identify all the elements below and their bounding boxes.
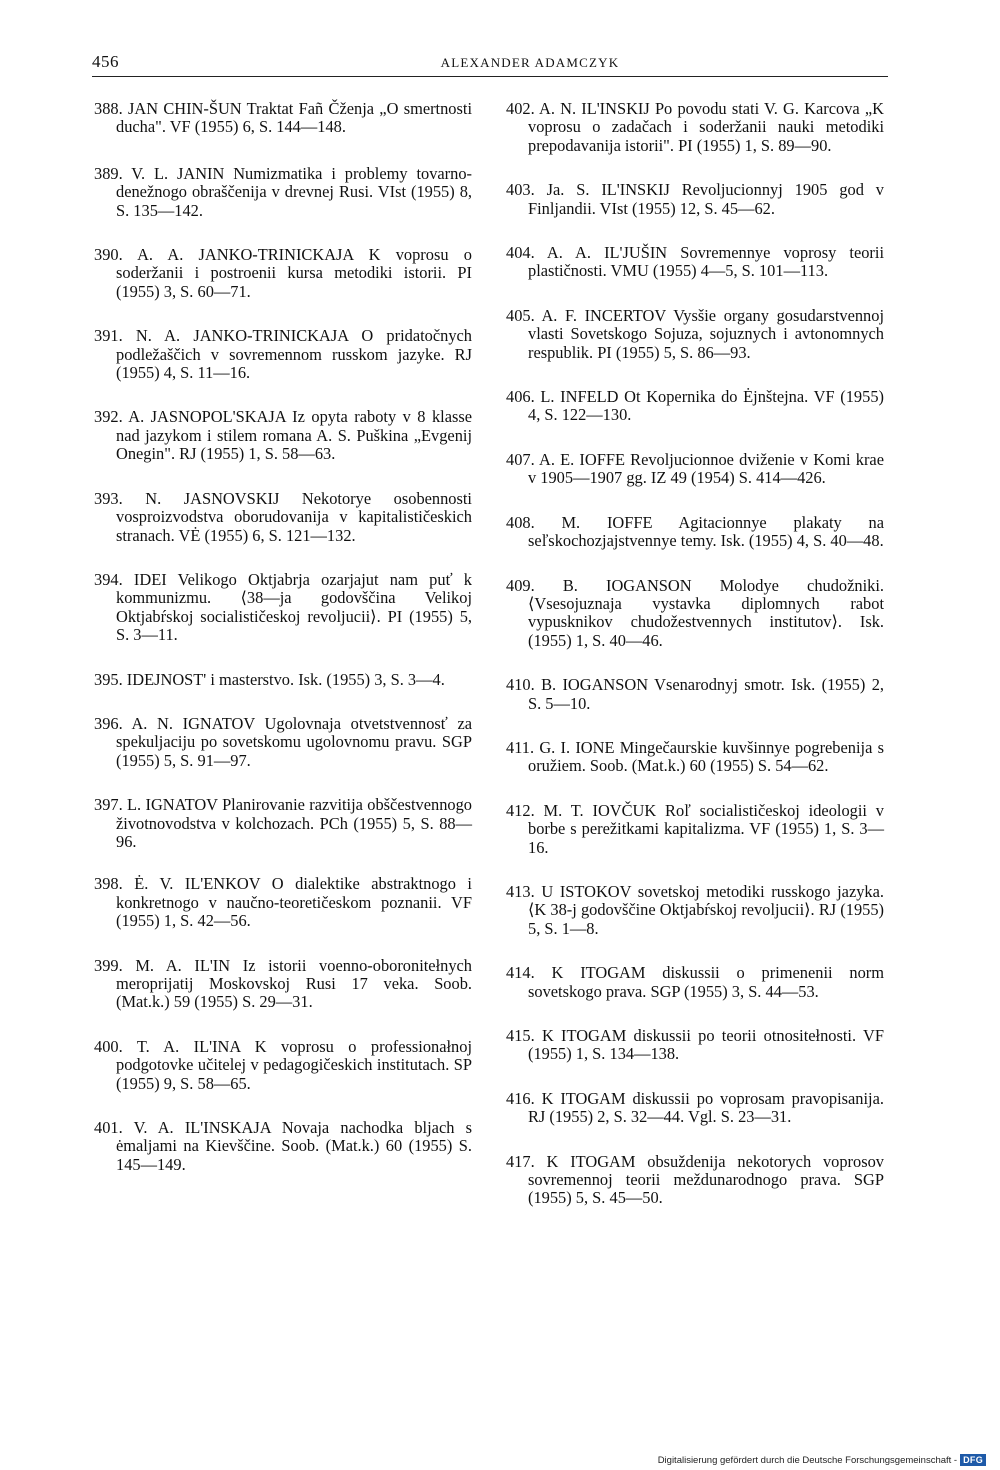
entry-number: 391.: [94, 326, 123, 346]
entry-text: M. IOFFE Agitacionnye plakaty na seľskochozjajstvennye temy. Isk. (1955) 4, S. 40—48.: [528, 512, 884, 551]
entry-number: 397.: [94, 795, 123, 815]
bibliography-entry: [94, 490, 472, 545]
entry-number: 413.: [506, 881, 535, 901]
entry-number: 401.: [94, 1118, 123, 1138]
entry-text: M. T. IOVČUK Roľ socialističeskoj ideologii v borbe s perežitkami kapitalizma. VF (1955) 1, S. 3—16.: [528, 800, 884, 857]
bibliography-entry: [506, 1027, 884, 1064]
bibliography-entry: [94, 165, 472, 220]
entry-text: K ITOGAM obsuždenija nekotorych voprosov sovremennoj teorii meždunarodnogo prava. SGP (1955) 5, S. 45—50.: [528, 1151, 884, 1208]
entry-number: 398.: [94, 874, 123, 894]
left-column: [94, 100, 472, 1174]
entry-number: 399.: [94, 955, 123, 975]
entry-number: 388.: [94, 99, 123, 118]
entry-text: B. IOGANSON Vsenarodnyj smotr. Isk. (1955) 2, S. 5—10.: [528, 675, 884, 713]
entry-number: 390.: [94, 245, 123, 265]
entry-number: 395.: [94, 669, 123, 689]
entry-text: Ja. S. IL'INSKIJ Revoljucionnyj 1905 god v Finljandii. VIst (1955) 12, S. 45—62.: [528, 180, 884, 218]
right-column: [506, 100, 884, 1208]
entry-text: L. IGNATOV Planirovanie razvitija obščestvennogo životnovodstva v kolchozach. PCh (1955) 5, S. 88—96.: [116, 795, 472, 851]
entry-text: K ITOGAM diskussii po teorii otnositełnosti. VF (1955) 1, S. 134—138.: [528, 1026, 884, 1064]
bibliography-entry: [506, 451, 884, 488]
entry-text: A. N. IGNATOV Ugolovnaja otvetstvennosť za spekuljaciju po sovetskomu ugolovnomu pravu. SGP (1955) 5, S. 91—97.: [116, 713, 473, 770]
entry-text: V. L. JANIN Numizmatika i problemy tovarno-denežnogo obraščenija v drevnej Rusi. VIst (1955) 8, S. 135—142.: [116, 163, 472, 220]
entry-text: N. JASNOVSKIJ Nekotorye osobennosti vosproizvodstva oborudovanija v kapitalističeskich stranach. VĖ (1955) 6, S. 121—132.: [116, 488, 472, 545]
bibliography-entry: [506, 802, 884, 857]
entry-number: 400.: [94, 1036, 123, 1056]
footer-credit: Digitalisierung gefördert durch die Deutsche Forschungsgemeinschaft -: [657, 1454, 958, 1466]
entry-text: A. A. IL'JUŠIN Sovremennye voprosy teorii plastičnosti. VMU (1955) 4—5, S. 101—113.: [528, 243, 885, 281]
bibliography-entry: [506, 388, 884, 425]
dfg-logo: DFG: [960, 1454, 986, 1466]
bibliography-entry: [94, 408, 472, 463]
entry-text: Ė. V. IL'ENKOV O dialektike abstraktnogo i konkretnogo v naučno-teoretičeskom poznanii. VF (1955) 1, S. 42—56.: [116, 874, 472, 931]
entry-text: JAN CHIN-ŠUN Traktat Fañ Čženja „O smertnosti ducha". VF (1955) 6, S. 144—148.: [116, 99, 472, 137]
entry-number: 405.: [506, 305, 535, 325]
entry-number: 415.: [506, 1026, 535, 1045]
entry-number: 417.: [506, 1151, 535, 1171]
entry-text: A. N. IL'INSKIJ Po povodu stati V. G. Karcova „K voprosu o zadačach i soderžanii nauki metodiki prepodavanija istorii". PI (1955) 1, S. 89—90.: [528, 99, 884, 155]
bibliography-entry: [94, 671, 472, 689]
entry-number: 389.: [94, 163, 123, 183]
bibliography-entry: [94, 715, 472, 770]
entry-text: L. INFELD Ot Kopernika do Ėjnštejna. VF (1955) 4, S. 122—130.: [528, 387, 884, 425]
entry-text: M. A. IL'IN Iz istorii voenno-oboronitełnych meroprijatij Moskovskoj Rusi 17 veka. Soob. (Mat.k.) 59 (1955) S. 29—31.: [116, 955, 472, 1012]
running-head: ALEXANDER ADAMCZYK: [440, 55, 620, 70]
entry-number: 406.: [506, 387, 535, 407]
page-header: [92, 52, 888, 77]
entry-number: 416.: [506, 1088, 535, 1108]
entry-number: 392.: [94, 407, 123, 427]
entry-number: 410.: [506, 675, 535, 695]
entry-text: B. IOGANSON Molodye chudožniki. ⟨Vsesojuznaja vystavka diplomnych rabot vypusknikov chudožestvennych institutov⟩. Isk. (1955) 1, S. 40—46.: [528, 575, 884, 650]
bibliography-entry: [506, 514, 884, 551]
entry-text: T. A. IL'INA K voprosu o professionałnoj podgotovke učitelej v pedagogičeskich institutach. SP (1955) 9, S. 58—65.: [116, 1036, 472, 1093]
entry-number: 411.: [506, 737, 535, 757]
entry-text: A. A. JANKO-TRINICKAJA K voprosu o soderžanii i postroenii kursa metodiki istorii. PI (1955) 3, S. 60—71.: [116, 245, 472, 301]
entry-number: 408.: [506, 512, 535, 532]
bibliography-entry: [94, 1119, 472, 1174]
bibliography-entry: [506, 883, 884, 938]
entry-number: 404.: [506, 243, 535, 263]
bibliography-entry: [506, 964, 884, 1001]
bibliography-entry: [94, 246, 472, 301]
bibliography-entry: [506, 100, 884, 155]
bibliography-entry: [506, 181, 884, 218]
bibliography-entry: [506, 1090, 884, 1127]
entry-text: IDEI Velikogo Oktjabrja ozarjajut nam puť k kommunizmu. ⟨38—ja godovščina Velikoj Oktjabŕskoj socialističeskoj revoljucii⟩. PI (1955) 5, S. 3—11.: [116, 569, 472, 645]
entry-text: V. A. IL'INSKAJA Novaja nachodka bljach s ėmaljami na Kievščine. Soob. (Mat.k.) 60 (1955) S. 145—149.: [116, 1118, 472, 1174]
entry-text: U ISTOKOV sovetskoj metodiki russkogo jazyka. ⟨K 38-j godovščine Oktjabŕskoj revoljucii⟩. RJ (1955) 5, S. 1—8.: [528, 881, 884, 938]
entry-number: 412.: [506, 800, 535, 820]
entry-number: 414.: [506, 963, 535, 983]
bibliography-entry: [506, 307, 884, 362]
bibliography-entry: [506, 577, 884, 651]
entry-number: 396.: [94, 713, 123, 733]
page-number: 456: [92, 52, 119, 71]
entry-text: A. JASNOPOL'SKAJA Iz opyta raboty v 8 klasse nad jazykom i stilem romana A. S. Puškina „Evgenij Onegin". RJ (1955) 1, S. 58—63.: [116, 407, 472, 464]
entry-number: 393.: [94, 488, 123, 508]
bibliography-entry: [94, 957, 472, 1012]
bibliography-entry: [506, 244, 884, 281]
entry-text: G. I. IONE Mingečaurskie kuvšinnye pogrebenija s oružiem. Soob. (Mat.k.) 60 (1955) S. 54—62.: [528, 737, 884, 776]
bibliography-entry: [94, 100, 472, 137]
entry-number: 409.: [506, 575, 535, 595]
bibliography-entry: [94, 1038, 472, 1093]
entry-number: 403.: [506, 180, 535, 200]
bibliography-entry: [506, 676, 884, 713]
bibliography-entry: [94, 571, 472, 645]
entry-text: N. A. JANKO-TRINICKAJA O pridatočnych podležaščich v sovremennom russkom jazyke. RJ (1955) 4, S. 11—16.: [116, 326, 472, 383]
entry-text: A. F. INCERTOV Vysšie organy gosudarstvennoj vlasti Sovetskogo Sojuza, sojuznych i avtonomnych respublik. PI (1955) 5, S. 86—93.: [528, 305, 884, 362]
entry-number: 407.: [506, 449, 535, 469]
bibliography-entry: [506, 739, 884, 776]
entry-number: 394.: [94, 569, 123, 589]
entry-text: A. E. IOFFE Revoljucionnoe dviženie v Komi krae v 1905—1907 gg. IZ 49 (1954) S. 414—426.: [528, 449, 884, 488]
bibliography-entry: [94, 796, 472, 851]
entry-text: IDEJNOST' i masterstvo. Isk. (1955) 3, S. 3—4.: [126, 669, 445, 689]
entry-number: 402.: [506, 99, 535, 118]
bibliography-entry: [94, 875, 472, 930]
digitization-footer: [658, 1454, 986, 1466]
entry-text: K ITOGAM diskussii po voprosam pravopisanija. RJ (1955) 2, S. 32—44. Vgl. S. 23—31.: [528, 1088, 884, 1127]
entry-text: K ITOGAM diskussii o primenenii norm sovetskogo prava. SGP (1955) 3, S. 44—53.: [528, 963, 884, 1001]
bibliography-entry: [94, 327, 472, 382]
bibliography-entry: [506, 1153, 884, 1208]
